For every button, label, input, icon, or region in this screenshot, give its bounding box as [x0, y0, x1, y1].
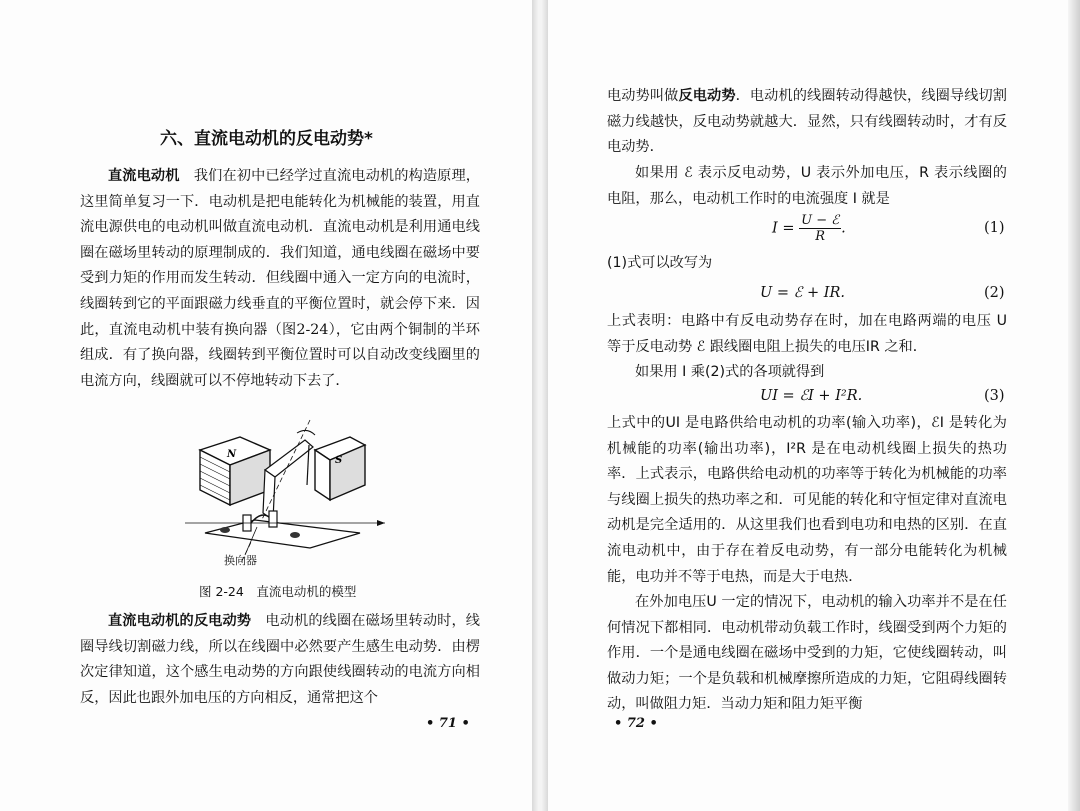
pole-s-label: S [335, 455, 343, 466]
commutator-icon [205, 511, 360, 548]
page-number: • 72 • [614, 716, 658, 731]
paragraph-back-emf-definition [607, 84, 1007, 161]
magnet-s-icon [315, 437, 365, 500]
equation-1: I = $\frac{\text{U − ℰ}}{R}$ . [772, 213, 846, 244]
paragraph-power-meaning: 上式中的UI 是电路供给电动机的功率(输入功率)，ℰI 是转化为机械能的功率(输出功率)，I²R 是在电动机线圈上损失的热功率．上式表示，电路供给电动机的功率等于转化为机械能的功率与线圈上损失的热功率之和．可见能的转化和守恒定律对直流电动机是完全适用的．从这里我们也看到电功和电热的区别．在直流电动机中，由于存在着反电动势，有一部分电能转化为机械能，电功并不等于电热，而是大于电热． [607, 415, 1007, 585]
equation-denominator: R [815, 229, 825, 244]
paragraph-text: 电动机的线圈在磁场里转动时，线圈导线切割磁力线，所以在线圈中必然要产生感生电动势．由楞次定律知道，这个感生电动势的方向跟使线圈转动的电流方向相反，因此也跟外加电压的方向相反，通常把这个 [80, 613, 480, 706]
equation-2-number: (2) [984, 285, 1005, 301]
equation-2: U = ℰ + IR. [760, 285, 845, 301]
commutator-label: 换向器 [224, 554, 257, 567]
term-bold: 反电动势 [678, 88, 736, 104]
section-title: 六、直流电动机的反电动势* [160, 129, 373, 149]
paragraph-multiply: 如果用 I 乘(2)式的各项就得到 [635, 364, 825, 380]
paragraph-rewrite: (1)式可以改写为 [607, 255, 713, 271]
paragraph-text: 电动势叫做 [607, 88, 679, 104]
figure-caption: 图 2-24 直流电动机的模型 [199, 584, 357, 599]
paragraph-torque: 在外加电压U 一定的情况下，电动机的输入功率并不是在任何情况下都相同．电动机带动负载工作时，线圈受到两个力矩的作用．一个是通电线圈在磁场中受到的力矩，它使线圈转动，叫做动力矩；一个是负载和机械摩擦所造成的力矩，它阻碍线圈转动，叫做阻力矩．当动力矩和阻力矩平衡 [607, 594, 1007, 713]
paragraph-current-intro: 如果用 ℰ 表示反电动势，U 表示外加电压，R 表示线圈的电阻，那么，电动机工作时的电流强度 I 就是 [607, 165, 1007, 207]
pole-n-label: N [227, 449, 237, 460]
magnet-n-icon [200, 437, 270, 505]
page-number: • 71 • [426, 716, 470, 731]
paragraph-back-emf [80, 609, 480, 711]
paragraph-heading: 直流电动机 [108, 168, 180, 184]
book-gutter [532, 0, 548, 811]
paragraph-dc-motor [80, 164, 480, 394]
equation-3-number: (3) [984, 388, 1005, 404]
equation-3: UI = ℰI + I²R. [760, 388, 863, 404]
paragraph-text: 我们在初中已经学过直流电动机的构造原理，这里简单复习一下．电动机是把电能转化为机械能的装置，用直流电源供电的电动机叫做直流电动机．直流电动机是利用通电线圈在磁场里转动的原理制成的．我们知道，通电线圈在磁场中要受到力矩的作用而发生转动．但线圈中通入一定方向的电流时，线圈转到它的平面跟磁力线垂直的平衡位置时，就会停下来．因此，直流电动机中装有换向器（图2-24），它由两个铜制的半环组成．有了换向器，线圈转到平衡位置时可以自动改变线圈里的电流方向，线圈就可以不停地转动下去了． [80, 168, 480, 389]
paragraph-voltage-meaning: 上式表明：电路中有反电动势存在时，加在电路两端的电压 U 等于反电动势 ℰ 跟线圈电阻上损失的电压IR 之和． [607, 313, 1007, 355]
paragraph-heading: 直流电动机的反电动势 [108, 613, 252, 629]
paragraph-text: ．电动机的线圈转动得越快，线圈导线切割磁力线越快，反电动势就越大．显然，只有线圈转动时，才有反电动势． [607, 88, 1007, 156]
equation-1-number: (1) [984, 220, 1005, 236]
equation-lhs: I = [772, 220, 795, 237]
equation-numerator: U − ℰ [801, 213, 840, 228]
page-edge [1068, 0, 1080, 811]
dc-motor-model-figure [185, 415, 385, 570]
